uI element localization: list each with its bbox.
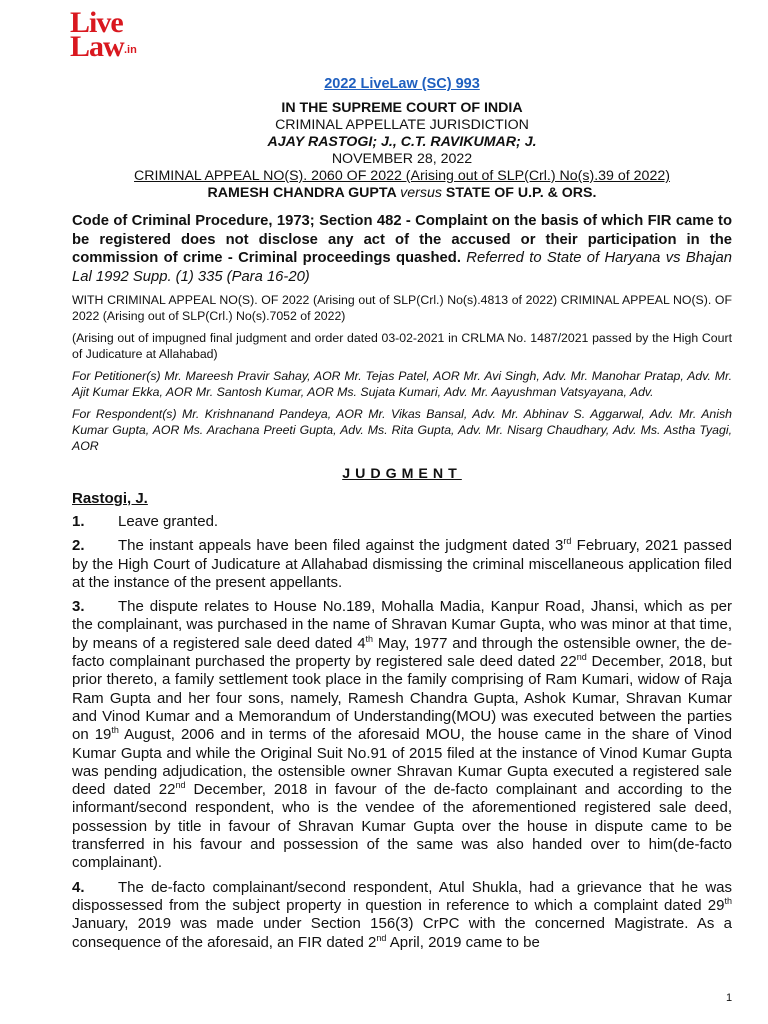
ordinal-suffix: nd — [576, 652, 587, 663]
judgment-author: Rastogi, J. — [72, 490, 148, 507]
paragraph-number: 2. — [72, 537, 85, 555]
ordinal-suffix: th — [724, 895, 732, 906]
judgment-heading: JUDGMENT — [342, 466, 462, 482]
logo-suffix: .in — [124, 44, 137, 56]
jurisdiction: CRIMINAL APPELLATE JURISDICTION — [275, 117, 529, 133]
paragraph-text: August, 2006 and in terms of the aforesaid MOU, the house came in the share of Vinod Kumar Gupta and while the Original Suit No.91 of 2015 filed at the instance of Vinod Kumar Gupta was pending adjudication, the ostensible owner Shravan Kumar Gupta executed a registered sale deed dated 22 — [72, 726, 732, 799]
paragraph-text: December, 2018 in favour of the de-facto complainant and according to the informant/second respondent, who is the vendee of the aforementioned registered sale deed, possession by title in favour of Shravan Kumar Gupta over the house in dispute came to be transferred in his favour and possession of the same was also handed over to him(de-facto complainant). — [72, 781, 732, 872]
connected-appeals: WITH CRIMINAL APPEAL NO(S). OF 2022 (Arising out of SLP(Crl.) No(s).4813 of 2022) CRIMINAL APPEAL NO(S). OF 2022 (Arising out of SLP(Crl.) No(s).7052 of 2022) — [72, 293, 732, 323]
case-parties — [72, 185, 732, 202]
paragraph-text: May, 1977 and through the ostensible owner, the de-facto complainant purchased the property by registered sale deed dated 22 — [72, 634, 732, 671]
document-content — [72, 76, 732, 952]
impugned-order: (Arising out of impugned final judgment and order dated 03-02-2021 in CRLMA No. 1487/2021 passed by the High Court of Judicature at Allahabad) — [72, 331, 732, 361]
paragraph-text: Leave granted. — [118, 513, 219, 530]
ordinal-suffix: nd — [175, 780, 186, 791]
paragraph-4 — [72, 879, 732, 952]
appeal-number: CRIMINAL APPEAL NO(S). 2060 OF 2022 (Arising out of SLP(Crl.) No(s).39 of 2022) — [134, 168, 670, 184]
paragraph-text: The instant appeals have been filed against the judgment dated 3 — [118, 537, 564, 555]
paragraph-text: The dispute relates to House No.189, Mohalla Madia, Kanpur Road, Jhansi, which as per the complainant, was purchased in the name of Shravan Kumar Gupta, who was minor at that time, by means of a registered sale deed dated 4 — [72, 598, 732, 652]
citation-link[interactable]: 2022 LiveLaw (SC) 993 — [324, 76, 480, 92]
judgment-date: NOVEMBER 28, 2022 — [331, 151, 473, 167]
appellant-name: RAMESH CHANDRA GUPTA — [207, 185, 397, 201]
counsel-petitioners: For Petitioner(s) Mr. Mareesh Pravir Sahay, AOR Mr. Tejas Patel, AOR Mr. Avi Singh, Adv. Mr. Manohar Pratap, Adv. Mr. Ajit Kumar Ekka, AOR Mr. Santosh Kumar, AOR Ms. Sujata Kumari, Adv. Mr. Aayushman Vatsyayana, Adv. — [72, 369, 732, 399]
livelaw-logo[interactable] — [68, 6, 198, 63]
paragraph-text: December, 2018, but prior thereto, a family settlement took place in the family comprising of Ram Kumari, widow of Raja Ram Gupta and her four sons, namely, Ramesh Chandra Gupta, Ashok Kumar, Shravan Kumar and Vinod Kumar and a Memorandum of Understanding(MOU) was executed between the parties on 19 — [72, 653, 732, 744]
logo-law-text: Law — [70, 30, 124, 63]
paragraph-text: January, 2019 was made under Section 156(3) CrPC with the concerned Magistrate. As a consequence of the aforesaid, an FIR dated 2 — [72, 915, 732, 951]
headnote-summary: Code of Criminal Procedure, 1973; Section 482 - Complaint on the basis of which FIR came to be registered does not disclose any act of the accused or their participation in the commission of crime - Criminal proceedings quashed. — [72, 213, 732, 266]
ordinal-suffix: rd — [563, 536, 572, 547]
ordinal-suffix: nd — [376, 932, 387, 943]
counsel-respondents: For Respondent(s) Mr. Krishnanand Pandeya, AOR Mr. Vikas Bansal, Adv. Mr. Abhinav S. Aggarwal, Adv. Mr. Anish Kumar Gupta, AOR Ms. Arachana Preeti Gupta, Adv. Ms. Rita Gupta, Adv. Mr. Nisarg Chaudhary, Adv. Ms. Astha Tyagi, AOR — [72, 407, 732, 453]
headnote — [72, 212, 732, 286]
paragraph-1 — [72, 513, 732, 531]
ordinal-suffix: th — [365, 633, 374, 644]
logo-live-text: Live — [70, 6, 123, 39]
paragraph-text: The de-facto complainant/second respondent, Atul Shukla, had a grievance that he was dispossessed from the subject property in question in reference to which a complaint dated 29 — [72, 878, 732, 914]
bench-judges: AJAY RASTOGI; J., C.T. RAVIKUMAR; J. — [267, 134, 537, 150]
paragraph-text: February, 2021 passed by the High Court of Judicature at Allahabad dismissing the criminal miscellaneous application filed at the instance of the present appellants. — [72, 537, 732, 591]
court-name: IN THE SUPREME COURT OF INDIA — [281, 100, 523, 116]
ordinal-suffix: th — [111, 725, 119, 736]
page-number: 1 — [726, 992, 733, 1004]
paragraph-number: 4. — [72, 878, 85, 896]
paragraph-2 — [72, 537, 732, 592]
paragraph-text: April, 2019 came to be — [386, 933, 540, 951]
headnote-reference: Referred to State of Haryana vs Bhajan Lal 1992 Supp. (1) 335 (Para 16-20) — [72, 250, 732, 285]
paragraph-3 — [72, 598, 732, 872]
paragraph-number: 1. — [72, 513, 85, 530]
versus-text: versus — [400, 185, 442, 201]
respondent-name: STATE OF U.P. & ORS. — [445, 185, 597, 201]
paragraph-number: 3. — [72, 598, 85, 616]
